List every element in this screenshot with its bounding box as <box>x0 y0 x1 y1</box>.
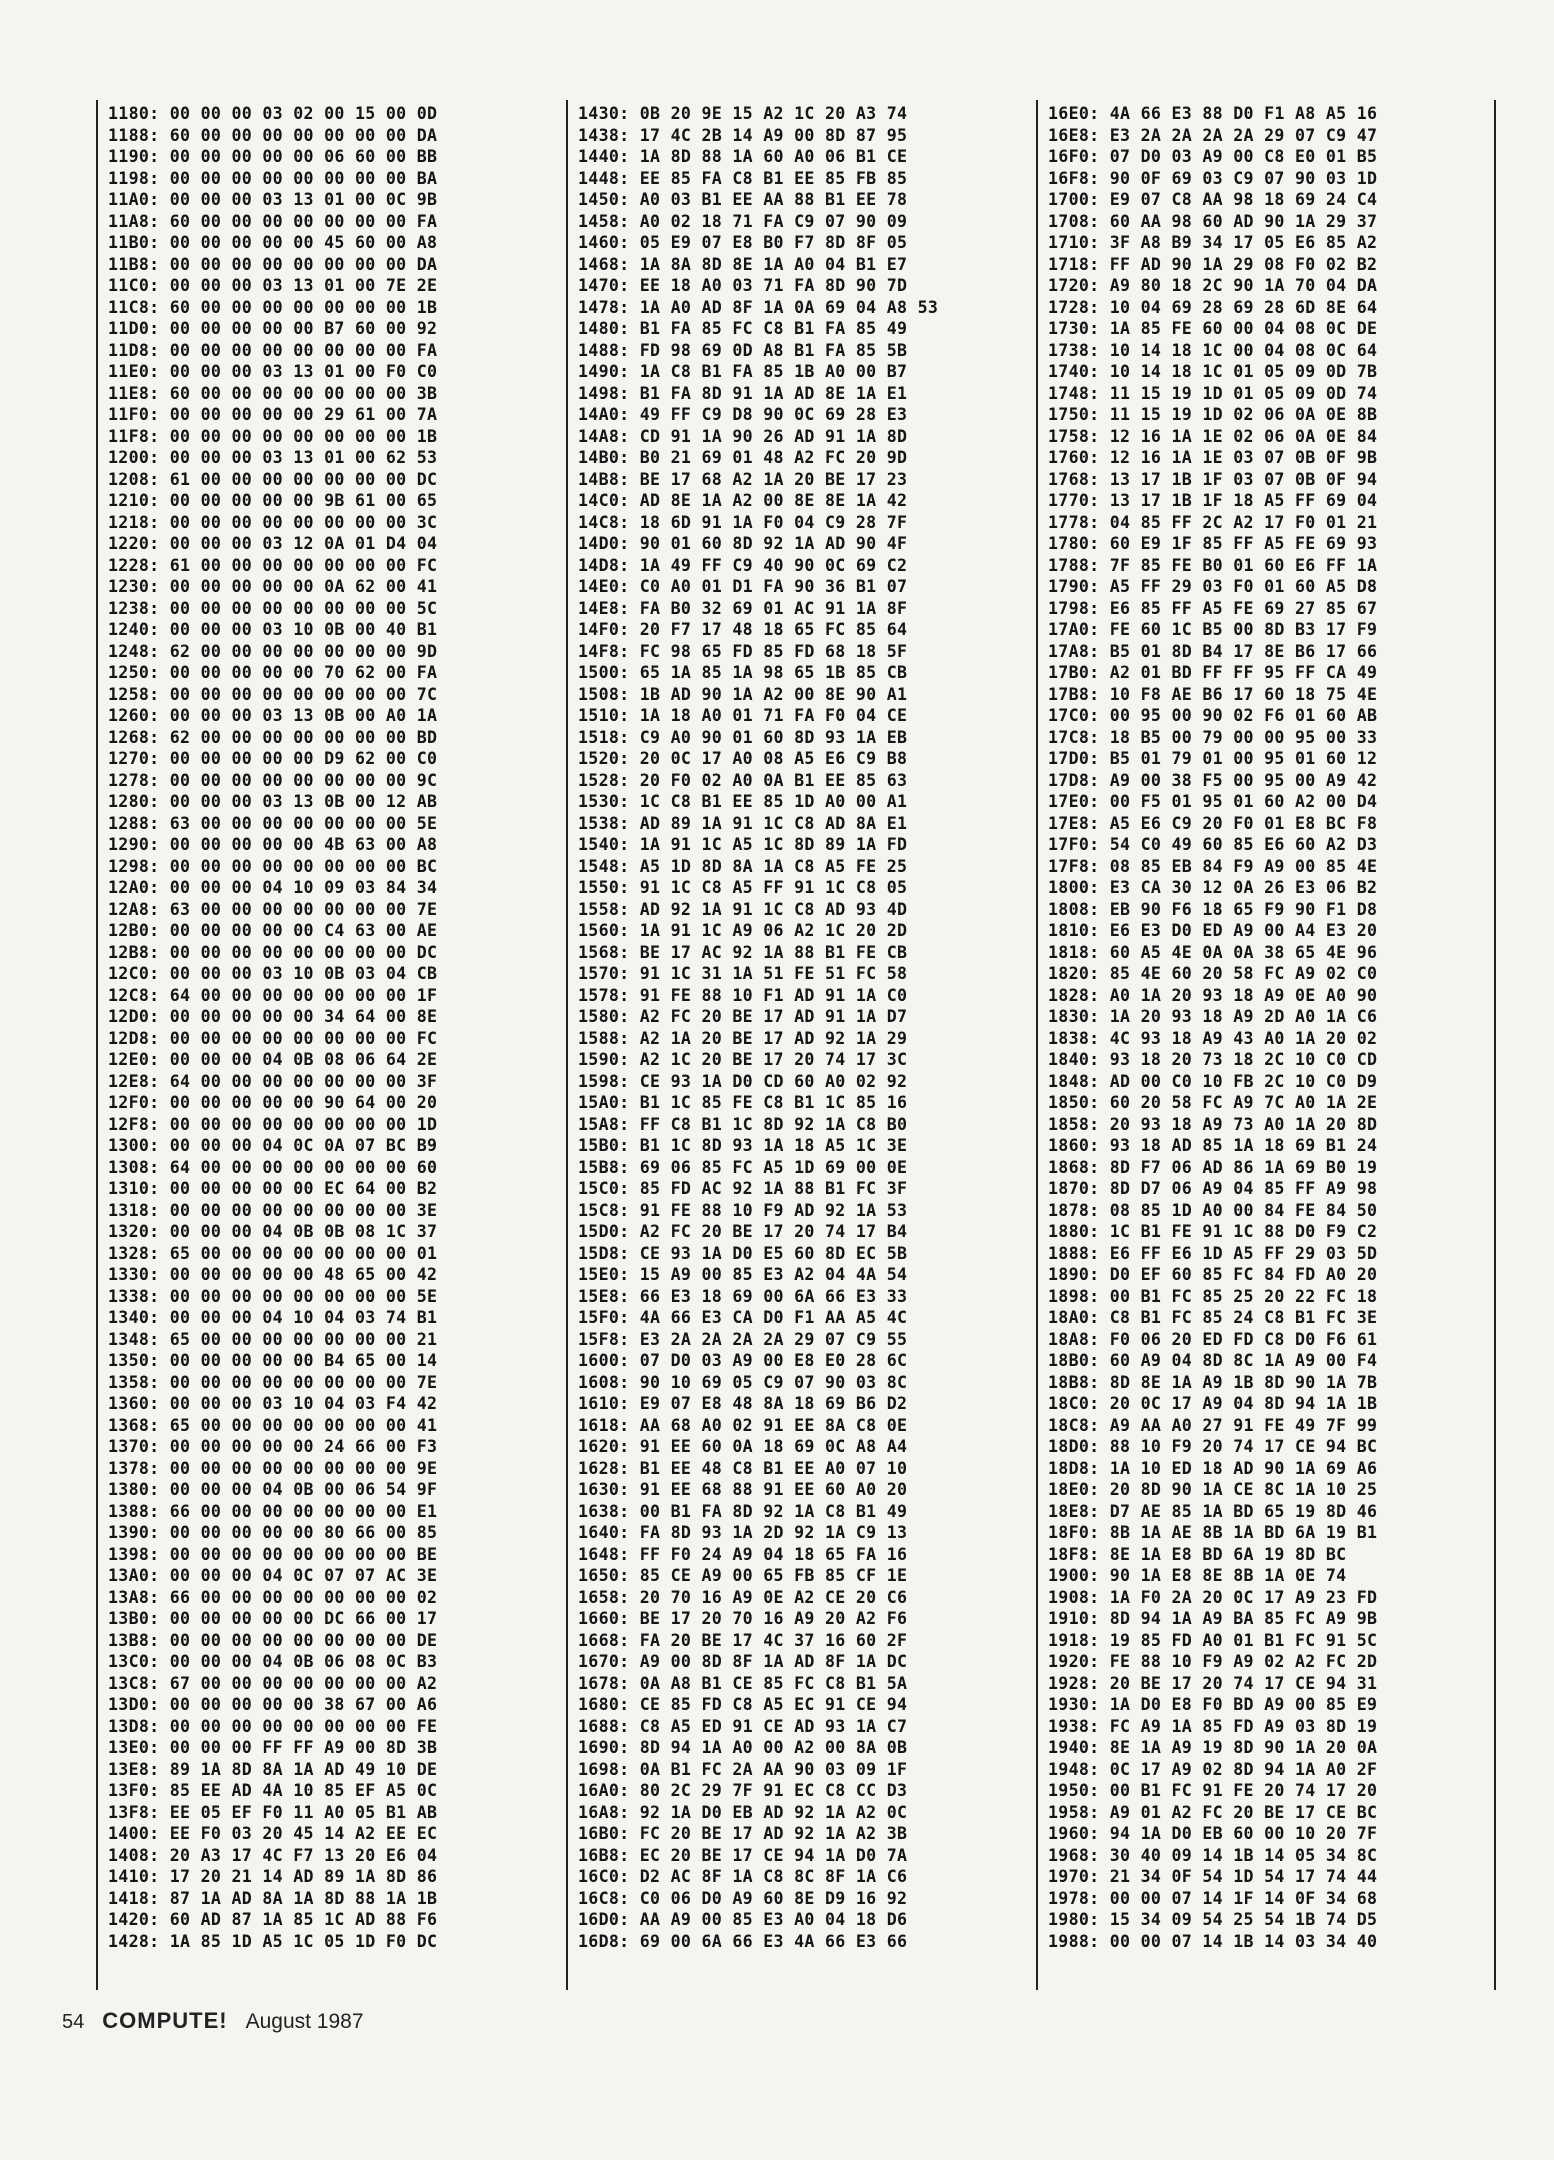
listing-line: 11D0: 00 00 00 00 00 B7 60 00 92 <box>108 319 438 338</box>
listing-line: 1698: 0A B1 FC 2A AA 90 03 09 1F <box>578 1759 908 1779</box>
listing-line: 13F8: EE 05 EF F0 11 A0 05 B1 AB <box>108 1802 438 1822</box>
listing-line: 13B0: 00 00 00 00 00 DC 66 00 17 <box>108 1609 438 1628</box>
listing-line: 1690: 8D 94 1A A0 00 A2 00 8A 0B <box>578 1738 908 1757</box>
listing-line: 12B0: 00 00 00 00 00 C4 63 00 AE <box>108 921 438 940</box>
listing-line: 1850: 60 20 58 FC A9 7C A0 1A 2E <box>1048 1093 1378 1112</box>
listing-line: 1228: 61 00 00 00 00 00 00 00 FC <box>108 555 438 575</box>
listing-line: 1748: 11 15 19 1D 01 05 09 0D 74 <box>1048 383 1378 403</box>
listing-line: 1180: 00 00 00 03 02 00 15 00 0D <box>108 104 438 123</box>
listing-line: 1880: 1C B1 FE 91 1C 88 D0 F9 C2 <box>1048 1222 1378 1241</box>
issue-date: August 1987 <box>245 2010 364 2033</box>
listing-line: 1858: 20 93 18 A9 73 A0 1A 20 8D <box>1048 1114 1378 1134</box>
listing-line: 16B0: FC 20 BE 17 AD 92 1A A2 3B <box>578 1824 908 1843</box>
listing-line: 14E8: FA B0 32 69 01 AC 91 1A 8F <box>578 598 908 618</box>
listing-column-1 <box>96 100 566 1990</box>
listing-line: 11F0: 00 00 00 00 00 29 61 00 7A <box>108 405 438 424</box>
listing-line: 1760: 12 16 1A 1E 03 07 0B 0F 9B <box>1048 448 1378 467</box>
listing-line: 12E0: 00 00 00 04 0B 08 06 64 2E <box>108 1050 438 1069</box>
listing-line: 11D8: 00 00 00 00 00 00 00 00 FA <box>108 340 438 360</box>
listing-line: 17A8: B5 01 8D B4 17 8E B6 17 66 <box>1048 641 1378 661</box>
listing-line: 1718: FF AD 90 1A 29 08 F0 02 B2 <box>1048 254 1378 274</box>
listing-line: 15C0: 85 FD AC 92 1A 88 B1 FC 3F <box>578 1179 908 1198</box>
listing-line: 12B8: 00 00 00 00 00 00 00 00 DC <box>108 942 438 962</box>
listing-line: 1418: 87 1A AD 8A 1A 8D 88 1A 1B <box>108 1888 438 1908</box>
listing-line: 1848: AD 00 C0 10 FB 2C 10 C0 D9 <box>1048 1071 1378 1091</box>
listing-line: 1738: 10 14 18 1C 00 04 08 0C 64 <box>1048 340 1378 360</box>
listing-line: 12F0: 00 00 00 00 00 90 64 00 20 <box>108 1093 438 1112</box>
listing-line: 15E0: 15 A9 00 85 E3 A2 04 4A 54 <box>578 1265 908 1284</box>
listing-line: 1658: 20 70 16 A9 0E A2 CE 20 C6 <box>578 1587 908 1607</box>
listing-line: 1320: 00 00 00 04 0B 0B 08 1C 37 <box>108 1222 438 1241</box>
listing-line: 1688: C8 A5 ED 91 CE AD 93 1A C7 <box>578 1716 908 1736</box>
listing-line: 18E8: D7 AE 85 1A BD 65 19 8D 46 <box>1048 1501 1378 1521</box>
listing-line: 1820: 85 4E 60 20 58 FC A9 02 C0 <box>1048 964 1378 983</box>
listing-line: 1520: 20 0C 17 A0 08 A5 E6 C9 B8 <box>578 749 908 768</box>
listing-line: 13F0: 85 EE AD 4A 10 85 EF A5 0C <box>108 1781 438 1800</box>
listing-line: 1510: 1A 18 A0 01 71 FA F0 04 CE <box>578 706 908 725</box>
listing-line: 11C0: 00 00 00 03 13 01 00 7E 2E <box>108 276 438 295</box>
listing-line: 1790: A5 FF 29 03 F0 01 60 A5 D8 <box>1048 577 1378 596</box>
listing-line: 1788: 7F 85 FE B0 01 60 E6 FF 1A <box>1048 555 1378 575</box>
listing-line: 1390: 00 00 00 00 00 80 66 00 85 <box>108 1523 438 1542</box>
listing-line: 15C8: 91 FE 88 10 F9 AD 92 1A 53 <box>578 1200 908 1220</box>
listing-line: 16D8: 69 00 6A 66 E3 4A 66 E3 66 <box>578 1931 908 1951</box>
listing-line: 1878: 08 85 1D A0 00 84 FE 84 50 <box>1048 1200 1378 1220</box>
listing-line: 18A8: F0 06 20 ED FD C8 D0 F6 61 <box>1048 1329 1378 1349</box>
listing-line: 1680: CE 85 FD C8 A5 EC 91 CE 94 <box>578 1695 908 1714</box>
listing-line: 14E0: C0 A0 01 D1 FA 90 36 B1 07 <box>578 577 908 596</box>
listing-line: 1420: 60 AD 87 1A 85 1C AD 88 F6 <box>108 1910 438 1929</box>
listing-line: 1678: 0A A8 B1 CE 85 FC C8 B1 5A <box>578 1673 908 1693</box>
listing-line: 12D8: 00 00 00 00 00 00 00 00 FC <box>108 1028 438 1048</box>
listing-line: 15A8: FF C8 B1 1C 8D 92 1A C8 B0 <box>578 1114 908 1134</box>
listing-line: 1340: 00 00 00 04 10 04 03 74 B1 <box>108 1308 438 1327</box>
listing-line: 1448: EE 85 FA C8 B1 EE 85 FB 85 <box>578 168 908 188</box>
listing-line: 15D8: CE 93 1A D0 E5 60 8D EC 5B <box>578 1243 908 1263</box>
listing-line: 1918: 19 85 FD A0 01 B1 FC 91 5C <box>1048 1630 1378 1650</box>
listing-line: 1660: BE 17 20 70 16 A9 20 A2 F6 <box>578 1609 908 1628</box>
listing-line: 13A0: 00 00 00 04 0C 07 07 AC 3E <box>108 1566 438 1585</box>
listing-line: 1978: 00 00 07 14 1F 14 0F 34 68 <box>1048 1888 1378 1908</box>
listing-line: 1298: 00 00 00 00 00 00 00 00 BC <box>108 856 438 876</box>
listing-line: 1958: A9 01 A2 FC 20 BE 17 CE BC <box>1048 1802 1378 1822</box>
listing-line: 1248: 62 00 00 00 00 00 00 00 9D <box>108 641 438 661</box>
listing-line: 16E8: E3 2A 2A 2A 2A 29 07 C9 47 <box>1048 125 1378 145</box>
listing-line: 1470: EE 18 A0 03 71 FA 8D 90 7D <box>578 276 908 295</box>
listing-line: 1270: 00 00 00 00 00 D9 62 00 C0 <box>108 749 438 768</box>
listing-line: 1598: CE 93 1A D0 CD 60 A0 02 92 <box>578 1071 908 1091</box>
listing-line: 18B0: 60 A9 04 8D 8C 1A A9 00 F4 <box>1048 1351 1378 1370</box>
listing-line: 14C8: 18 6D 91 1A F0 04 C9 28 7F <box>578 512 908 532</box>
listing-line: 17D0: B5 01 79 01 00 95 01 60 12 <box>1048 749 1378 768</box>
listing-line: 1468: 1A 8A 8D 8E 1A A0 04 B1 E7 <box>578 254 908 274</box>
listing-line: 1518: C9 A0 90 01 60 8D 93 1A EB <box>578 727 908 747</box>
listing-line: 1220: 00 00 00 03 12 0A 01 D4 04 <box>108 534 438 553</box>
listing-line: 1428: 1A 85 1D A5 1C 05 1D F0 DC <box>108 1931 438 1951</box>
listing-line: 1758: 12 16 1A 1E 02 06 0A 0E 84 <box>1048 426 1378 446</box>
listing-line: 18D8: 1A 10 ED 18 AD 90 1A 69 A6 <box>1048 1458 1378 1478</box>
listing-line: 1300: 00 00 00 04 0C 0A 07 BC B9 <box>108 1136 438 1155</box>
listing-line: 1528: 20 F0 02 A0 0A B1 EE 85 63 <box>578 770 908 790</box>
listing-line: 1590: A2 1C 20 BE 17 20 74 17 3C <box>578 1050 908 1069</box>
listing-line: 18F0: 8B 1A AE 8B 1A BD 6A 19 B1 <box>1048 1523 1378 1542</box>
listing-line: 1398: 00 00 00 00 00 00 00 00 BE <box>108 1544 438 1564</box>
listing-line: 11A8: 60 00 00 00 00 00 00 00 FA <box>108 211 438 231</box>
listing-line: 1368: 65 00 00 00 00 00 00 00 41 <box>108 1415 438 1435</box>
listing-line: 1530: 1C C8 B1 EE 85 1D A0 00 A1 <box>578 792 908 811</box>
listing-line: 17F8: 08 85 EB 84 F9 A9 00 85 4E <box>1048 856 1378 876</box>
listing-line: 1250: 00 00 00 00 00 70 62 00 FA <box>108 663 438 682</box>
magazine-name: COMPUTE! <box>102 2008 228 2033</box>
listing-line: 1198: 00 00 00 00 00 00 00 00 BA <box>108 168 438 188</box>
listing-line: 1358: 00 00 00 00 00 00 00 00 7E <box>108 1372 438 1392</box>
listing-line: 12D0: 00 00 00 00 00 34 64 00 8E <box>108 1007 438 1026</box>
listing-line: 1888: E6 FF E6 1D A5 FF 29 03 5D <box>1048 1243 1378 1263</box>
listing-line: 1708: 60 AA 98 60 AD 90 1A 29 37 <box>1048 211 1378 231</box>
listing-line: 1950: 00 B1 FC 91 FE 20 74 17 20 <box>1048 1781 1378 1800</box>
listing-line: 1238: 00 00 00 00 00 00 00 00 5C <box>108 598 438 618</box>
listing-line: 1628: B1 EE 48 C8 B1 EE A0 07 10 <box>578 1458 908 1478</box>
listing-line: 1450: A0 03 B1 EE AA 88 B1 EE 78 <box>578 190 908 209</box>
listing-line: 1668: FA 20 BE 17 4C 37 16 60 2F <box>578 1630 908 1650</box>
listing-line: 15B8: 69 06 85 FC A5 1D 69 00 0E <box>578 1157 908 1177</box>
listing-line: 1608: 90 10 69 05 C9 07 90 03 8C <box>578 1372 908 1392</box>
listing-line: 13D8: 00 00 00 00 00 00 00 00 FE <box>108 1716 438 1736</box>
listing-line: 14B8: BE 17 68 A2 1A 20 BE 17 23 <box>578 469 908 489</box>
listing-line: 1930: 1A D0 E8 F0 BD A9 00 85 E9 <box>1048 1695 1378 1714</box>
listing-line: 16F8: 90 0F 69 03 C9 07 90 03 1D <box>1048 168 1378 188</box>
listing-line: 12A0: 00 00 00 04 10 09 03 84 34 <box>108 878 438 897</box>
listing-line: 1568: BE 17 AC 92 1A 88 B1 FE CB <box>578 942 908 962</box>
listing-line: 1900: 90 1A E8 8E 8B 1A 0E 74 <box>1048 1566 1347 1585</box>
listing-line: 1830: 1A 20 93 18 A9 2D A0 1A C6 <box>1048 1007 1378 1026</box>
listing-line: 13A8: 66 00 00 00 00 00 00 00 02 <box>108 1587 438 1607</box>
listing-line: 1480: B1 FA 85 FC C8 B1 FA 85 49 <box>578 319 908 338</box>
listing-line: 1868: 8D F7 06 AD 86 1A 69 B0 19 <box>1048 1157 1378 1177</box>
listing-line: 16A8: 92 1A D0 EB AD 92 1A A2 0C <box>578 1802 908 1822</box>
listing-line: 1638: 00 B1 FA 8D 92 1A C8 B1 49 <box>578 1501 908 1521</box>
listing-line: 11A0: 00 00 00 03 13 01 00 0C 9B <box>108 190 438 209</box>
listing-line: 1650: 85 CE A9 00 65 FB 85 CF 1E <box>578 1566 908 1585</box>
listing-line: 1388: 66 00 00 00 00 00 00 00 E1 <box>108 1501 438 1521</box>
listing-line: 1988: 00 00 07 14 1B 14 03 34 40 <box>1048 1931 1378 1951</box>
listing-line: 13C0: 00 00 00 04 0B 06 08 0C B3 <box>108 1652 438 1671</box>
listing-line: 17A0: FE 60 1C B5 00 8D B3 17 F9 <box>1048 620 1378 639</box>
listing-line: 1710: 3F A8 B9 34 17 05 E6 85 A2 <box>1048 233 1378 252</box>
listing-line: 15F0: 4A 66 E3 CA D0 F1 AA A5 4C <box>578 1308 908 1327</box>
listing-line: 12A8: 63 00 00 00 00 00 00 00 7E <box>108 899 438 919</box>
listing-line: 1768: 13 17 1B 1F 03 07 0B 0F 94 <box>1048 469 1378 489</box>
listing-line: 1408: 20 A3 17 4C F7 13 20 E6 04 <box>108 1845 438 1865</box>
listing-line: 18C8: A9 AA A0 27 91 FE 49 7F 99 <box>1048 1415 1378 1435</box>
listing-line: 1828: A0 1A 20 93 18 A9 0E A0 90 <box>1048 985 1378 1005</box>
listing-line: 1640: FA 8D 93 1A 2D 92 1A C9 13 <box>578 1523 908 1542</box>
listing-line: 1980: 15 34 09 54 25 54 1B 74 D5 <box>1048 1910 1378 1929</box>
listing-line: 1940: 8E 1A A9 19 8D 90 1A 20 0A <box>1048 1738 1378 1757</box>
listing-line: 13D0: 00 00 00 00 00 38 67 00 A6 <box>108 1695 438 1714</box>
listing-line: 15E8: 66 E3 18 69 00 6A 66 E3 33 <box>578 1286 908 1306</box>
listing-line: 1288: 63 00 00 00 00 00 00 00 5E <box>108 813 438 833</box>
listing-line: 15D0: A2 FC 20 BE 17 20 74 17 B4 <box>578 1222 908 1241</box>
listing-line: 1210: 00 00 00 00 00 9B 61 00 65 <box>108 491 438 510</box>
page-number: 54 <box>62 2011 85 2033</box>
listing-line: 18E0: 20 8D 90 1A CE 8C 1A 10 25 <box>1048 1480 1378 1499</box>
listing-line: 1620: 91 EE 60 0A 18 69 0C A8 A4 <box>578 1437 908 1456</box>
listing-line: 1610: E9 07 E8 48 8A 18 69 B6 D2 <box>578 1394 908 1413</box>
listing-line: 17C0: 00 95 00 90 02 F6 01 60 AB <box>1048 706 1378 725</box>
listing-line: 17D8: A9 00 38 F5 00 95 00 A9 42 <box>1048 770 1378 790</box>
listing-line: 15B0: B1 1C 8D 93 1A 18 A5 1C 3E <box>578 1136 908 1155</box>
listing-line: 16A0: 80 2C 29 7F 91 EC C8 CC D3 <box>578 1781 908 1800</box>
listing-line: 13C8: 67 00 00 00 00 00 00 00 A2 <box>108 1673 438 1693</box>
listing-line: 1630: 91 EE 68 88 91 EE 60 A0 20 <box>578 1480 908 1499</box>
listing-line: 16C0: D2 AC 8F 1A C8 8C 8F 1A C6 <box>578 1867 908 1886</box>
listing-line: 11B8: 00 00 00 00 00 00 00 00 DA <box>108 254 438 274</box>
listing-line: 1808: EB 90 F6 18 65 F9 90 F1 D8 <box>1048 899 1378 919</box>
listing-line: 15F8: E3 2A 2A 2A 2A 29 07 C9 55 <box>578 1329 908 1349</box>
listing-line: 1290: 00 00 00 00 00 4B 63 00 A8 <box>108 835 438 854</box>
listing-line: 1948: 0C 17 A9 02 8D 94 1A A0 2F <box>1048 1759 1378 1779</box>
listing-line: 1490: 1A C8 B1 FA 85 1B A0 00 B7 <box>578 362 908 381</box>
listing-line: 1720: A9 80 18 2C 90 1A 70 04 DA <box>1048 276 1378 295</box>
listing-line: 1208: 61 00 00 00 00 00 00 00 DC <box>108 469 438 489</box>
listing-line: 11B0: 00 00 00 00 00 45 60 00 A8 <box>108 233 438 252</box>
listing-line: 17E8: A5 E6 C9 20 F0 01 E8 BC F8 <box>1048 813 1378 833</box>
listing-line: 14B0: B0 21 69 01 48 A2 FC 20 9D <box>578 448 908 467</box>
listing-line: 14D0: 90 01 60 8D 92 1A AD 90 4F <box>578 534 908 553</box>
listing-line: 1258: 00 00 00 00 00 00 00 00 7C <box>108 684 438 704</box>
listing-line: 1268: 62 00 00 00 00 00 00 00 BD <box>108 727 438 747</box>
listing-line: 1588: A2 1A 20 BE 17 AD 92 1A 29 <box>578 1028 908 1048</box>
listing-line: 1458: A0 02 18 71 FA C9 07 90 09 <box>578 211 908 231</box>
listing-line: 15A0: B1 1C 85 FE C8 B1 1C 85 16 <box>578 1093 908 1112</box>
listing-line: 1460: 05 E9 07 E8 B0 F7 8D 8F 05 <box>578 233 908 252</box>
listing-line: 1798: E6 85 FF A5 FE 69 27 85 67 <box>1048 598 1378 618</box>
listing-line: 1570: 91 1C 31 1A 51 FE 51 FC 58 <box>578 964 908 983</box>
listing-line: 1188: 60 00 00 00 00 00 00 00 DA <box>108 125 438 145</box>
listing-line: 1618: AA 68 A0 02 91 EE 8A C8 0E <box>578 1415 908 1435</box>
listing-line: 11F8: 00 00 00 00 00 00 00 00 1B <box>108 426 438 446</box>
listing-line: 1548: A5 1D 8D 8A 1A C8 A5 FE 25 <box>578 856 908 876</box>
listing-line: 14F8: FC 98 65 FD 85 FD 68 18 5F <box>578 641 908 661</box>
listing-line: 13E8: 89 1A 8D 8A 1A AD 49 10 DE <box>108 1759 438 1779</box>
listing-line: 1328: 65 00 00 00 00 00 00 00 01 <box>108 1243 438 1263</box>
listing-line: 13E0: 00 00 00 FF FF A9 00 8D 3B <box>108 1738 438 1757</box>
page-footer <box>62 2008 364 2034</box>
listing-line: 14A0: 49 FF C9 D8 90 0C 69 28 E3 <box>578 405 908 424</box>
listing-column-2 <box>566 100 1036 1990</box>
listing-line: 18D0: 88 10 F9 20 74 17 CE 94 BC <box>1048 1437 1378 1456</box>
listing-line: 17E0: 00 F5 01 95 01 60 A2 00 D4 <box>1048 792 1378 811</box>
listing-line: 1538: AD 89 1A 91 1C C8 AD 8A E1 <box>578 813 908 833</box>
listing-line: 1190: 00 00 00 00 00 06 60 00 BB <box>108 147 438 166</box>
listing-line: 1498: B1 FA 8D 91 1A AD 8E 1A E1 <box>578 383 908 403</box>
listing-line: 18F8: 8E 1A E8 BD 6A 19 8D BC <box>1048 1544 1347 1564</box>
listing-line: 1960: 94 1A D0 EB 60 00 10 20 7F <box>1048 1824 1378 1843</box>
listing-line: 18C0: 20 0C 17 A9 04 8D 94 1A 1B <box>1048 1394 1378 1413</box>
listing-line: 1440: 1A 8D 88 1A 60 A0 06 B1 CE <box>578 147 908 166</box>
listing-line: 1400: EE F0 03 20 45 14 A2 EE EC <box>108 1824 438 1843</box>
listing-line: 1770: 13 17 1B 1F 18 A5 FF 69 04 <box>1048 491 1378 510</box>
listing-column-3 <box>1036 100 1496 1990</box>
listing-line: 1800: E3 CA 30 12 0A 26 E3 06 B2 <box>1048 878 1378 897</box>
listing-line: 16E0: 4A 66 E3 88 D0 F1 A8 A5 16 <box>1048 104 1378 123</box>
listing-line: 1860: 93 18 AD 85 1A 18 69 B1 24 <box>1048 1136 1378 1155</box>
listing-line: 1508: 1B AD 90 1A A2 00 8E 90 A1 <box>578 684 908 704</box>
listing-line: 1928: 20 BE 17 20 74 17 CE 94 31 <box>1048 1673 1378 1693</box>
listing-line: 1898: 00 B1 FC 85 25 20 22 FC 18 <box>1048 1286 1378 1306</box>
listing-line: 11E8: 60 00 00 00 00 00 00 00 3B <box>108 383 438 403</box>
listing-line: 1938: FC A9 1A 85 FD A9 03 8D 19 <box>1048 1716 1378 1736</box>
hex-listing <box>96 100 1496 1990</box>
listing-line: 1370: 00 00 00 00 00 24 66 00 F3 <box>108 1437 438 1456</box>
listing-line: 1578: 91 FE 88 10 F1 AD 91 1A C0 <box>578 985 908 1005</box>
listing-line: 1338: 00 00 00 00 00 00 00 00 5E <box>108 1286 438 1306</box>
listing-line: 1378: 00 00 00 00 00 00 00 00 9E <box>108 1458 438 1478</box>
listing-line: 17C8: 18 B5 00 79 00 00 95 00 33 <box>1048 727 1378 747</box>
listing-line: 1750: 11 15 19 1D 02 06 0A 0E 8B <box>1048 405 1378 424</box>
listing-line: 1430: 0B 20 9E 15 A2 1C 20 A3 74 <box>578 104 908 123</box>
listing-line: 16F0: 07 D0 03 A9 00 C8 E0 01 B5 <box>1048 147 1378 166</box>
listing-line: 1670: A9 00 8D 8F 1A AD 8F 1A DC <box>578 1652 908 1671</box>
listing-line: 17B8: 10 F8 AE B6 17 60 18 75 4E <box>1048 684 1378 704</box>
listing-line: 1350: 00 00 00 00 00 B4 65 00 14 <box>108 1351 438 1370</box>
listing-line: 1700: E9 07 C8 AA 98 18 69 24 C4 <box>1048 190 1378 209</box>
listing-line: 1890: D0 EF 60 85 FC 84 FD A0 20 <box>1048 1265 1378 1284</box>
listing-line: 18B8: 8D 8E 1A A9 1B 8D 90 1A 7B <box>1048 1372 1378 1392</box>
listing-line: 12C8: 64 00 00 00 00 00 00 00 1F <box>108 985 438 1005</box>
listing-line: 16B8: EC 20 BE 17 CE 94 1A D0 7A <box>578 1845 908 1865</box>
listing-line: 1380: 00 00 00 04 0B 00 06 54 9F <box>108 1480 438 1499</box>
listing-line: 11E0: 00 00 00 03 13 01 00 F0 C0 <box>108 362 438 381</box>
listing-line: 12F8: 00 00 00 00 00 00 00 00 1D <box>108 1114 438 1134</box>
listing-line: 1540: 1A 91 1C A5 1C 8D 89 1A FD <box>578 835 908 854</box>
listing-line: 17B0: A2 01 BD FF FF 95 FF CA 49 <box>1048 663 1378 682</box>
listing-line: 1550: 91 1C C8 A5 FF 91 1C C8 05 <box>578 878 908 897</box>
listing-line: 1560: 1A 91 1C A9 06 A2 1C 20 2D <box>578 921 908 940</box>
listing-line: 1348: 65 00 00 00 00 00 00 00 21 <box>108 1329 438 1349</box>
listing-line: 1488: FD 98 69 0D A8 B1 FA 85 5B <box>578 340 908 360</box>
listing-line: 1330: 00 00 00 00 00 48 65 00 42 <box>108 1265 438 1284</box>
listing-line: 1240: 00 00 00 03 10 0B 00 40 B1 <box>108 620 438 639</box>
listing-line: 1218: 00 00 00 00 00 00 00 00 3C <box>108 512 438 532</box>
listing-line: 1280: 00 00 00 03 13 0B 00 12 AB <box>108 792 438 811</box>
listing-line: 1310: 00 00 00 00 00 EC 64 00 B2 <box>108 1179 438 1198</box>
listing-line: 1500: 65 1A 85 1A 98 65 1B 85 CB <box>578 663 908 682</box>
listing-line: 1558: AD 92 1A 91 1C C8 AD 93 4D <box>578 899 908 919</box>
listing-line: 1728: 10 04 69 28 69 28 6D 8E 64 <box>1048 297 1378 317</box>
listing-line: 14F0: 20 F7 17 48 18 65 FC 85 64 <box>578 620 908 639</box>
listing-line: 14D8: 1A 49 FF C9 40 90 0C 69 C2 <box>578 555 908 575</box>
listing-line: 17F0: 54 C0 49 60 85 E6 60 A2 D3 <box>1048 835 1378 854</box>
listing-line: 1910: 8D 94 1A A9 BA 85 FC A9 9B <box>1048 1609 1378 1628</box>
listing-line: 16C8: C0 06 D0 A9 60 8E D9 16 92 <box>578 1888 908 1908</box>
listing-line: 14C0: AD 8E 1A A2 00 8E 8E 1A 42 <box>578 491 908 510</box>
listing-line: 1908: 1A F0 2A 20 0C 17 A9 23 FD <box>1048 1587 1378 1607</box>
listing-line: 1870: 8D D7 06 A9 04 85 FF A9 98 <box>1048 1179 1378 1198</box>
listing-line: 1318: 00 00 00 00 00 00 00 00 3E <box>108 1200 438 1220</box>
listing-line: 12E8: 64 00 00 00 00 00 00 00 3F <box>108 1071 438 1091</box>
listing-line: 11C8: 60 00 00 00 00 00 00 00 1B <box>108 297 438 317</box>
listing-line: 1308: 64 00 00 00 00 00 00 00 60 <box>108 1157 438 1177</box>
listing-line: 1600: 07 D0 03 A9 00 E8 E0 28 6C <box>578 1351 908 1370</box>
listing-line: 13B8: 00 00 00 00 00 00 00 00 DE <box>108 1630 438 1650</box>
listing-line: 1970: 21 34 0F 54 1D 54 17 74 44 <box>1048 1867 1378 1886</box>
listing-line: 1840: 93 18 20 73 18 2C 10 C0 CD <box>1048 1050 1378 1069</box>
listing-line: 18A0: C8 B1 FC 85 24 C8 B1 FC 3E <box>1048 1308 1378 1327</box>
listing-line: 1810: E6 E3 D0 ED A9 00 A4 E3 20 <box>1048 921 1378 940</box>
listing-line: 14A8: CD 91 1A 90 26 AD 91 1A 8D <box>578 426 908 446</box>
listing-line: 1278: 00 00 00 00 00 00 00 00 9C <box>108 770 438 790</box>
listing-line: 1778: 04 85 FF 2C A2 17 F0 01 21 <box>1048 512 1378 532</box>
listing-line: 16D0: AA A9 00 85 E3 A0 04 18 D6 <box>578 1910 908 1929</box>
listing-line: 12C0: 00 00 00 03 10 0B 03 04 CB <box>108 964 438 983</box>
listing-line: 1360: 00 00 00 03 10 04 03 F4 42 <box>108 1394 438 1413</box>
listing-line: 1780: 60 E9 1F 85 FF A5 FE 69 93 <box>1048 534 1378 553</box>
listing-line: 1968: 30 40 09 14 1B 14 05 34 8C <box>1048 1845 1378 1865</box>
listing-line: 1260: 00 00 00 03 13 0B 00 A0 1A <box>108 706 438 725</box>
listing-line: 1438: 17 4C 2B 14 A9 00 8D 87 95 <box>578 125 908 145</box>
listing-line: 1580: A2 FC 20 BE 17 AD 91 1A D7 <box>578 1007 908 1026</box>
listing-line: 1230: 00 00 00 00 00 0A 62 00 41 <box>108 577 438 596</box>
listing-line: 1920: FE 88 10 F9 A9 02 A2 FC 2D <box>1048 1652 1378 1671</box>
listing-line: 1200: 00 00 00 03 13 01 00 62 53 <box>108 448 438 467</box>
listing-line: 1818: 60 A5 4E 0A 0A 38 65 4E 96 <box>1048 942 1378 962</box>
listing-line: 1410: 17 20 21 14 AD 89 1A 8D 86 <box>108 1867 438 1886</box>
listing-line: 1740: 10 14 18 1C 01 05 09 0D 7B <box>1048 362 1378 381</box>
listing-line: 1478: 1A A0 AD 8F 1A 0A 69 04 A8 53 <box>578 297 939 317</box>
listing-line: 1730: 1A 85 FE 60 00 04 08 0C DE <box>1048 319 1378 338</box>
listing-line: 1648: FF F0 24 A9 04 18 65 FA 16 <box>578 1544 908 1564</box>
listing-line: 1838: 4C 93 18 A9 43 A0 1A 20 02 <box>1048 1028 1378 1048</box>
